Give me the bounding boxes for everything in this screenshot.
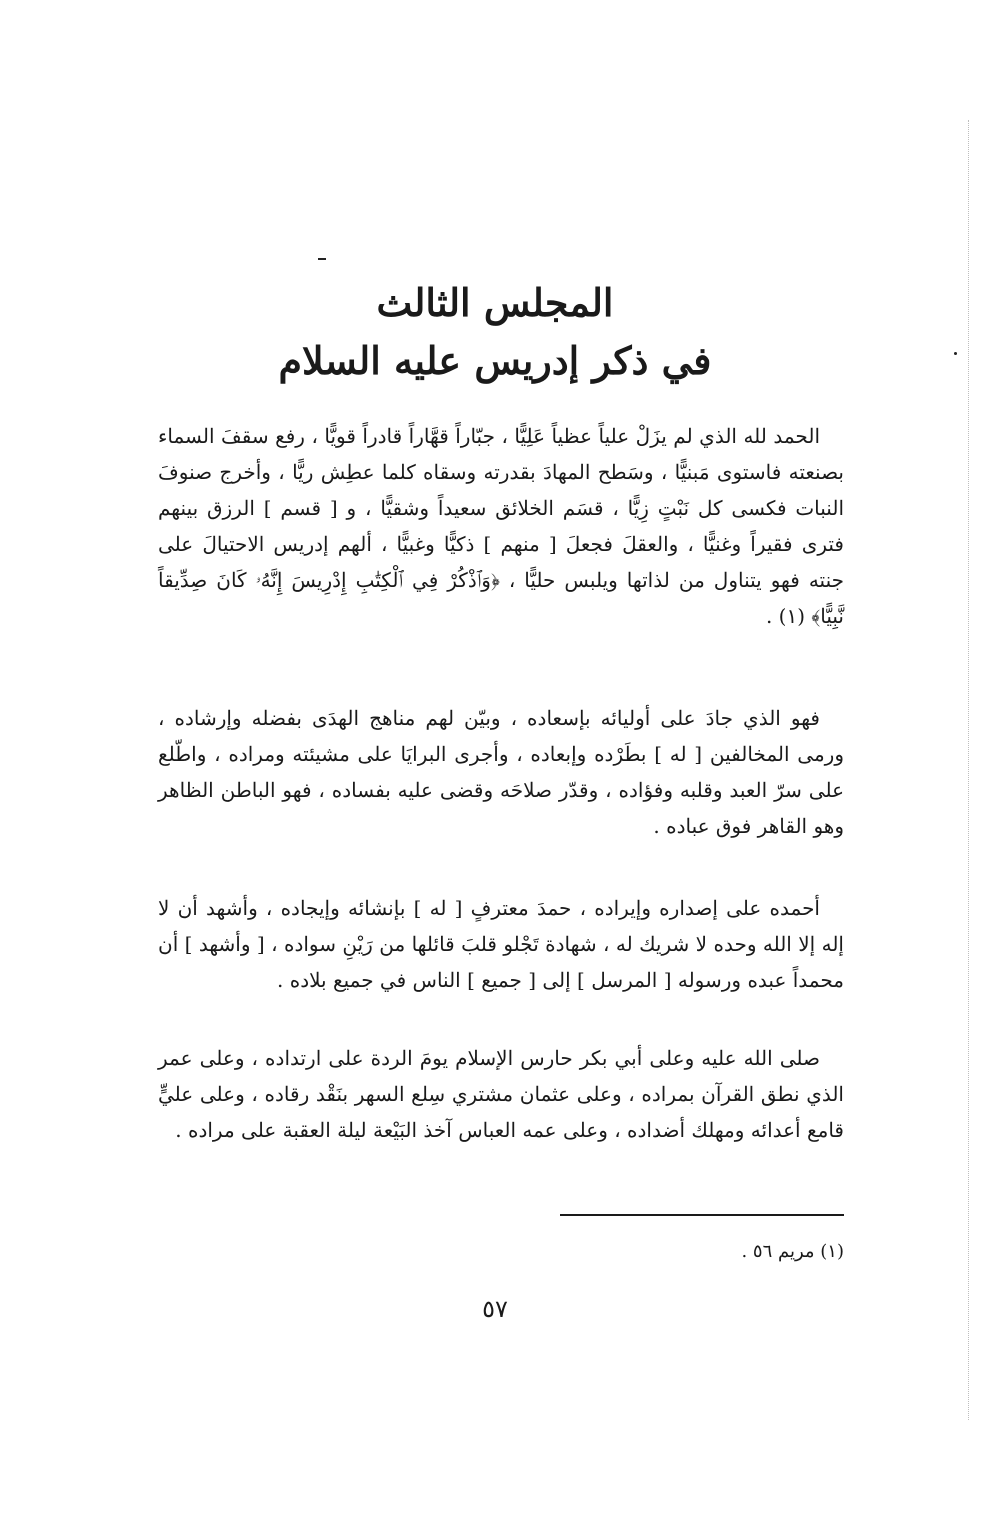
page-number: ٥٧ [482,1295,508,1323]
paragraph-4 [158,1040,844,1148]
footnote: (١) مريم ٥٦ . [741,1241,844,1262]
stray-dash [318,258,326,260]
paragraph-3 [158,890,844,998]
paragraph-text: أحمده على إصداره وإيراده ، حمدَ معترفٍ [ له ] بإنشائه وإيجاده ، وأشهد أن لا إله إلا الله وحده لا شريك له ، شهادة تَجْلو قلبَ قائلها من رَيْنِ سواده ، [ وأشهد ] أن محمداً عبده ورسوله [ المرسل ] إلى [ جميع ] الناس في جميع بلاده . [158,896,844,992]
paragraph-2 [158,700,844,844]
paragraph-1 [158,418,844,634]
footnote-divider [560,1214,844,1216]
chapter-title: المجلس الثالث [376,280,614,325]
chapter-subtitle: في ذكر إدريس عليه السلام [278,338,712,383]
paragraph-text: الحمد لله الذي لم يزَلْ علياً عظياً عَلِيًّا ، جبّاراً قهَّاراً قادراً قويًّا ، رفع سقفَ السماء بصنعته فاستوى مَبنيًّا ، وسَطح المهادَ بقدرته وسقاه كلما عطِش ريًّا ، وأخرج صنوفَ النبات فكسى كل نَبْتٍ زِيًّا ، قسَم الخلائق سعيداً وشقيًّا ، و [ قسم ] الرزق بينهم فترى فقيراً وغنيًّا ، والعقلَ فجعلَ [ منهم ] ذكيًّا وغبيًّا ، ألهم إدريس الاحتيالَ على جنته فهو يتناول من لذاتها ويلبس حليًّا ، ﴿وَٱذْكُرْ فِي ٱلْكِتَٰبِ إِدْرِيسَ إِنَّهُۥ كَانَ صِدِّيقاً نَّبِيًّا﴾ (١) . [158,424,844,628]
paragraph-text: صلى الله عليه وعلى أبي بكر حارس الإسلام يومَ الردة على ارتداده ، وعلى عمر الذي نطق القرآن بمراده ، وعلى عثمان مشتري سِلع السهر بنَقْد رقاده ، وعلى عليٍّ قامع أعدائه ومهلك أضداده ، وعلى عمه العباس آخذ البَيْعة ليلة العقبة على مراده . [158,1046,844,1142]
page-edge-dotted-line [968,120,969,1420]
stray-dot [954,352,957,355]
paragraph-text: فهو الذي جادَ على أوليائه بإسعاده ، وبيّن لهم مناهج الهدَى بفضله وإرشاده ، ورمى المخالفين [ له ] بطَرْده وإبعاده ، وأجرى البرايَا على مشيئته ومراده ، واطّلع على سرّ العبد وقلبه وفؤاده ، وقدّر صلاحَه وقضى عليه بفساده ، فهو الباطن الظاهر وهو القاهر فوق عباده . [158,706,844,838]
